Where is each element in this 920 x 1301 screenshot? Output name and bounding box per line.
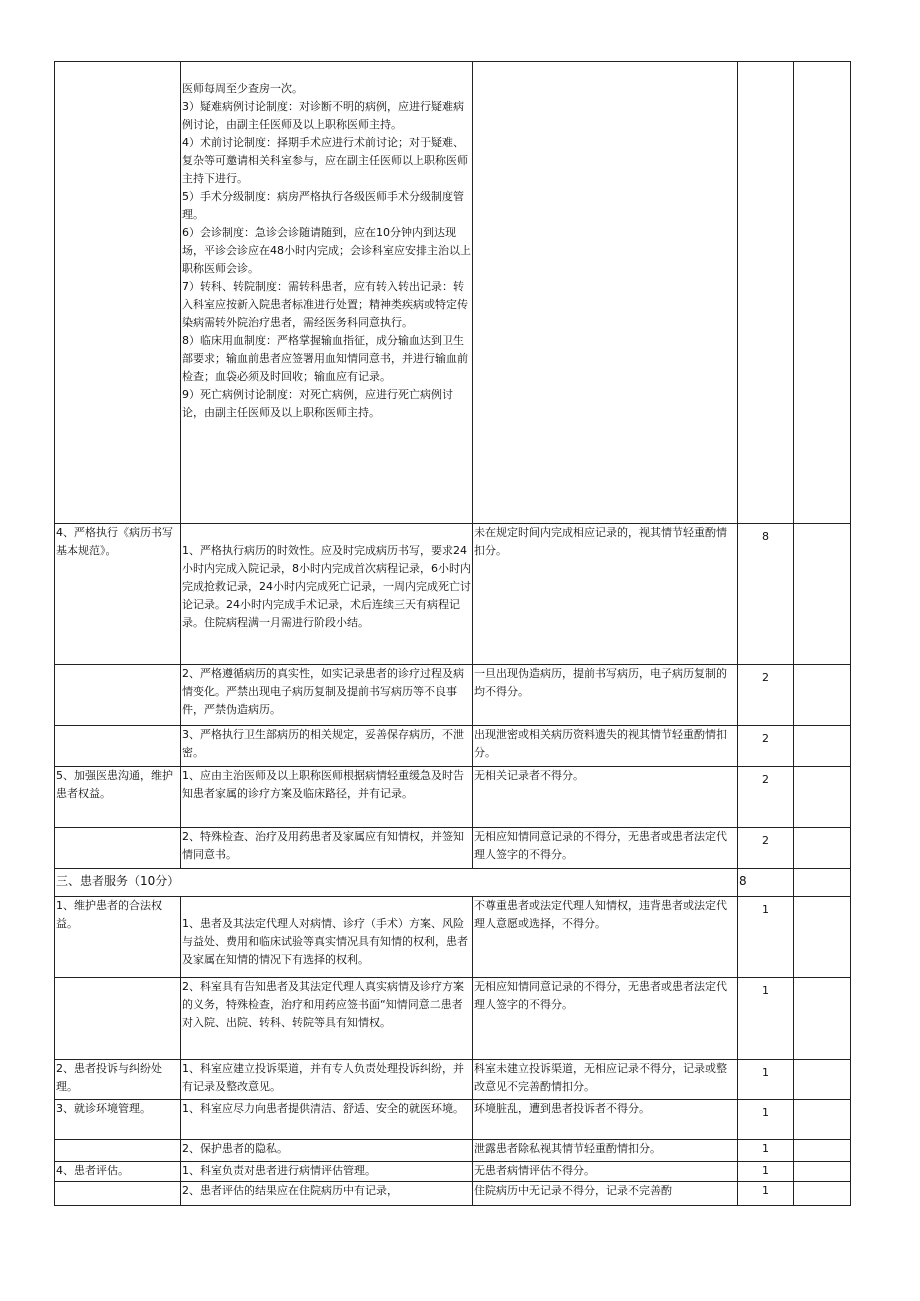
score-cell: 1 [738, 1140, 794, 1162]
score-cell: 1 [738, 897, 794, 978]
section-header-row [55, 869, 851, 897]
deduction-cell [794, 62, 851, 524]
score-cell: 1 [738, 1182, 794, 1206]
content-cell: 2、科室具有告知患者及其法定代理人真实病情及诊疗方案的义务，特殊检查，治疗和用药应签书面“知情同意二患者对入院、出院、转科、转院等具有知情权。 [181, 978, 473, 1060]
score-cell: 1 [738, 1060, 794, 1100]
table-row [55, 524, 851, 665]
criteria-cell: 无相应知情同意记录的不得分，无患者或患者法定代理人签字的不得分。 [473, 828, 738, 869]
item-cell [55, 665, 181, 726]
table-row [55, 897, 851, 978]
deduction-cell [794, 1060, 851, 1100]
deduction-cell [794, 1162, 851, 1182]
deduction-cell [794, 767, 851, 828]
item-cell [55, 1182, 181, 1206]
content-cell: 2、特殊检查、治疗及用药患者及家属应有知情权，并签知情同意书。 [181, 828, 473, 869]
score-cell: 2 [738, 828, 794, 869]
table-row [55, 978, 851, 1060]
criteria-cell: 不尊重患者或法定代理人知情权，违背患者或法定代理人意愿或选择，不得分。 [473, 897, 738, 978]
content-cell: 1、科室负责对患者进行病情评估管理。 [181, 1162, 473, 1182]
table-row [55, 1060, 851, 1100]
score-cell [738, 62, 794, 524]
table-row [55, 828, 851, 869]
criteria-cell: 无相应知情同意记录的不得分，无患者或患者法定代理人签字的不得分。 [473, 978, 738, 1060]
score-cell: 2 [738, 665, 794, 726]
deduction-cell [794, 828, 851, 869]
table-row [55, 1182, 851, 1206]
criteria-cell: 环境脏乱，遭到患者投诉者不得分。 [473, 1100, 738, 1140]
deduction-cell [794, 869, 851, 897]
table-row [55, 665, 851, 726]
deduction-cell [794, 665, 851, 726]
content-cell: 1、科室应尽力向患者提供清洁、舒适、安全的就医环境。 [181, 1100, 473, 1140]
criteria-cell: 科室未建立投诉渠道，无相应记录不得分，记录或整改意见不完善酌情扣分。 [473, 1060, 738, 1100]
deduction-cell [794, 1140, 851, 1162]
score-cell: 1 [738, 978, 794, 1060]
assessment-table [54, 61, 851, 1206]
deduction-cell [794, 726, 851, 767]
deduction-cell [794, 1100, 851, 1140]
item-cell: 1、维护患者的合法权益。 [55, 897, 181, 978]
criteria-cell: 无相关记录者不得分。 [473, 767, 738, 828]
item-cell: 4、患者评估。 [55, 1162, 181, 1182]
table-row [55, 62, 851, 524]
table-row [55, 726, 851, 767]
content-cell: 1、严格执行病历的时效性。应及时完成病历书写，要求24小时内完成入院记录，8小时内完成首次病程记录，6小时内完成抢救记录，24小时内完成死亡记录，一周内完成死亡讨论记录。24小时内完成手术记录，术后连续三天有病程记录。住院病程满一月需进行阶段小结。 [181, 524, 473, 665]
item-cell [55, 978, 181, 1060]
content-cell: 1、患者及其法定代理人对病情、诊疗（手术）方案、风险与益处、费用和临床试验等真实情况具有知情的权利，患者及家属在知情的情况下有选择的权利。 [181, 897, 473, 978]
content-cell: 1、应由主治医师及以上职称医师根据病情轻重缓急及时告知患者家属的诊疗方案及临床路径，并有记录。 [181, 767, 473, 828]
item-cell [55, 828, 181, 869]
score-cell: 2 [738, 767, 794, 828]
deduction-cell [794, 897, 851, 978]
table-row [55, 767, 851, 828]
score-cell: 1 [738, 1162, 794, 1182]
item-cell: 4、严格执行《病历书写基本规范》。 [55, 524, 181, 665]
deduction-cell [794, 1182, 851, 1206]
deduction-cell [794, 978, 851, 1060]
item-cell: 5、加强医患沟通，维护患者权益。 [55, 767, 181, 828]
item-cell [55, 1140, 181, 1162]
score-cell: 2 [738, 726, 794, 767]
content-cell: 2、保护患者的隐私。 [181, 1140, 473, 1162]
content-cell: 2、患者评估的结果应在住院病历中有记录， [181, 1182, 473, 1206]
item-cell [55, 62, 181, 524]
score-cell: 1 [738, 1100, 794, 1140]
table-row [55, 1100, 851, 1140]
score-cell: 8 [738, 524, 794, 665]
section-score: 8 [738, 869, 794, 897]
deduction-cell [794, 524, 851, 665]
content-cell: 3、严格执行卫生部病历的相关规定，妥善保存病历，不泄密。 [181, 726, 473, 767]
criteria-cell: 一旦出现伪造病历，提前书写病历，电子病历复制的均不得分。 [473, 665, 738, 726]
item-cell: 3、就诊环境管理。 [55, 1100, 181, 1140]
criteria-cell: 出现泄密或相关病历资料遗失的视其情节轻重酌情扣分。 [473, 726, 738, 767]
criteria-cell: 未在规定时间内完成相应记录的，视其情节轻重酌情扣分。 [473, 524, 738, 665]
content-cell: 医师每周至少查房一次。 3）疑难病例讨论制度：对诊断不明的病例，应进行疑难病例讨论，由副主任医师及以上职称医师主持。 4）术前讨论制度：择期手术应进行术前讨论；对于疑难、复杂等可邀请相关科室参与，应在副主任医师以上职称医师主持下进行。 5）手术分级制度：病房严格执行各级医师手术分级制度管理。 6）会诊制度：急诊会诊随请随到，应在10分钟内到达现场，平诊会诊应在48小时内完成；会诊科室应安排主治以上职称医师会诊。 7）转科、转院制度：需转科患者，应有转入转出记录：转入科室应按新入院患者标准进行处置；精神类疾病或特定传染病需转外院治疗患者，需经医务科同意执行。 8）临床用血制度：严格掌握输血指征，成分输血达到卫生部要求；输血前患者应签署用血知情同意书，并进行输血前检查；血袋必须及时回收；输血应有记录。 9）死亡病例讨论制度：对死亡病例，应进行死亡病例讨论，由副主任医师及以上职称医师主持。 [181, 62, 473, 524]
content-cell: 1、科室应建立投诉渠道，并有专人负责处理投诉纠纷，并有记录及整改意见。 [181, 1060, 473, 1100]
section-title: 三、患者服务（10分） [55, 869, 738, 897]
criteria-cell: 泄露患者除私视其情节轻重酌情扣分。 [473, 1140, 738, 1162]
criteria-cell: 住院病历中无记录不得分，记录不完善酌 [473, 1182, 738, 1206]
table-row [55, 1162, 851, 1182]
table-row [55, 1140, 851, 1162]
item-cell [55, 726, 181, 767]
item-cell: 2、患者投诉与纠纷处理。 [55, 1060, 181, 1100]
criteria-cell: 无患者病情评估不得分。 [473, 1162, 738, 1182]
content-cell: 2、严格遵循病历的真实性，如实记录患者的诊疗过程及病情变化。严禁出现电子病历复制及提前书写病历等不良事件，严禁伪造病历。 [181, 665, 473, 726]
criteria-cell [473, 62, 738, 524]
